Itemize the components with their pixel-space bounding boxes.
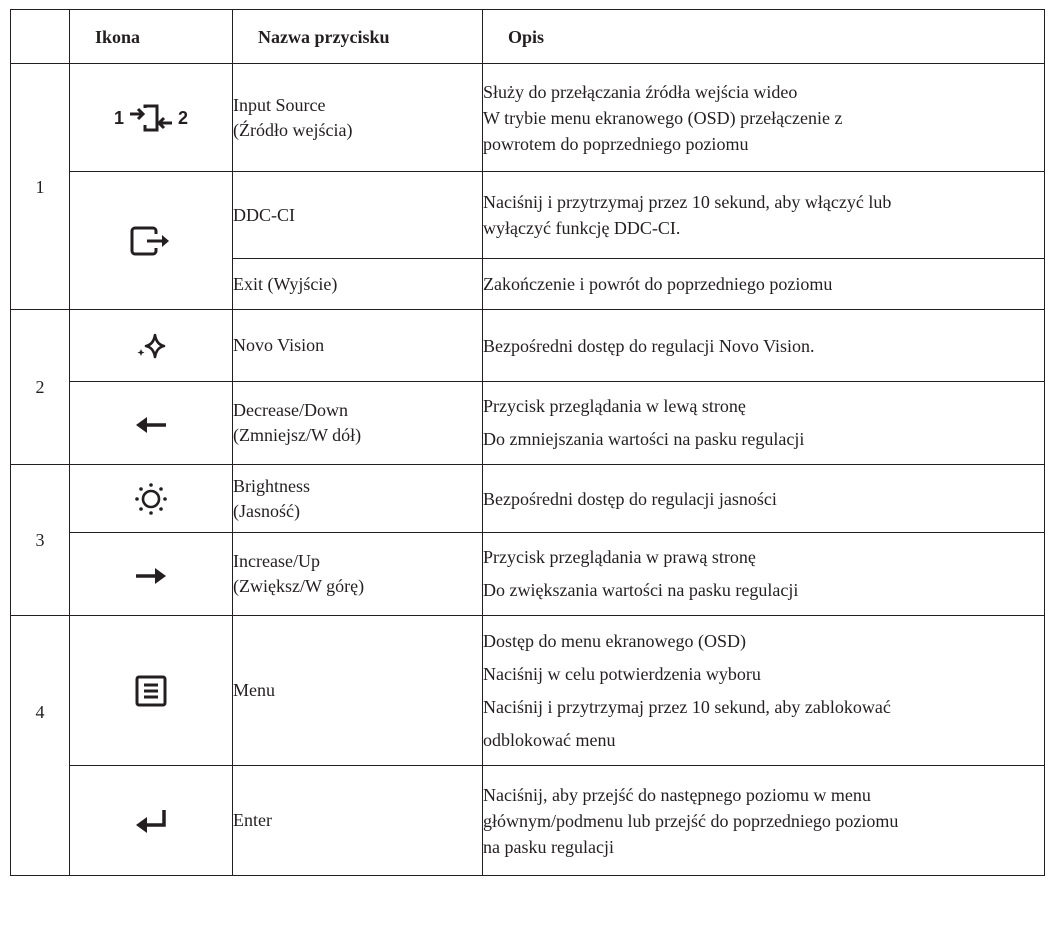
description-line: odblokować menu — [483, 729, 616, 750]
button-name-line: Increase/Up — [233, 551, 320, 571]
description-line: Dostęp do menu ekranowego (OSD) — [483, 630, 746, 651]
description-line: Zakończenie i powrót do poprzedniego poziomu — [483, 274, 833, 294]
icon-cell — [70, 64, 233, 172]
arrow-left-icon — [134, 414, 168, 436]
button-name — [233, 64, 483, 172]
input-source-icon — [114, 104, 188, 132]
description-line: Do zwiększania wartości na pasku regulacji — [483, 580, 799, 600]
exit-icon — [129, 226, 173, 256]
description-line: Naciśnij, aby przejść do następnego poziomu w menu — [483, 784, 871, 805]
description-line: na pasku regulacji — [483, 836, 614, 857]
description-line: powrotem do poprzedniego poziomu — [483, 133, 749, 154]
novo-vision-icon — [135, 332, 167, 360]
button-name — [233, 259, 483, 310]
table-row — [11, 64, 1045, 172]
description-line: Przycisk przeglądania w prawą stronę — [483, 547, 756, 567]
group-number: 4 — [11, 616, 70, 876]
button-name — [233, 172, 483, 259]
brightness-icon — [133, 481, 169, 517]
header-description: Opis — [483, 10, 1045, 64]
button-name-line: (Źródło wejścia) — [233, 119, 353, 140]
button-reference-table — [10, 9, 1045, 876]
description-line: W trybie menu ekranowego (OSD) przełączenie z — [483, 107, 843, 128]
header-icon: Ikona — [70, 10, 233, 64]
enter-icon — [134, 808, 168, 834]
icon-cell — [70, 172, 233, 310]
arrow-right-icon — [134, 565, 168, 587]
button-description — [483, 172, 1045, 259]
input-source-label-1: 1 — [113, 107, 124, 128]
description-line: Bezpośredni dostęp do regulacji jasności — [483, 488, 777, 509]
icon-cell — [70, 766, 233, 876]
group-number: 1 — [11, 64, 70, 310]
table-row — [11, 533, 1045, 616]
button-name-line: (Jasność) — [233, 500, 300, 521]
button-description — [483, 310, 1045, 382]
icon-cell — [70, 310, 233, 382]
button-name — [233, 533, 483, 616]
button-name — [233, 465, 483, 533]
description-line: Naciśnij i przytrzymaj przez 10 sekund, aby zablokować — [483, 696, 891, 717]
description-line: Naciśnij w celu potwierdzenia wyboru — [483, 663, 761, 684]
button-name-line: DDC-CI — [233, 204, 295, 225]
button-name-line: Menu — [233, 680, 275, 700]
button-name-line: (Zwiększ/W górę) — [233, 576, 365, 596]
table-row — [11, 766, 1045, 876]
icon-cell — [70, 533, 233, 616]
button-description — [483, 533, 1045, 616]
table-row — [11, 172, 1045, 259]
description-line: Do zmniejszania wartości na pasku regulacji — [483, 429, 805, 449]
description-line: głównym/podmenu lub przejść do poprzedniego poziomu — [483, 810, 899, 831]
button-description — [483, 259, 1045, 310]
table-row — [11, 382, 1045, 465]
table-row — [11, 465, 1045, 533]
button-name-line: Brightness — [233, 475, 311, 496]
table-row — [11, 616, 1045, 766]
table-header-row — [11, 10, 1045, 64]
button-description — [483, 382, 1045, 465]
header-number — [11, 10, 70, 64]
description-line: Naciśnij i przytrzymaj przez 10 sekund, aby włączyć lub — [483, 192, 892, 212]
button-description — [483, 64, 1045, 172]
button-name-line: Exit (Wyjście) — [233, 273, 338, 294]
button-name-line: Enter — [233, 810, 272, 830]
description-line: Przycisk przeglądania w lewą stronę — [483, 396, 746, 416]
description-line: Służy do przełączania źródła wejścia wideo — [483, 81, 798, 102]
button-description — [483, 766, 1045, 876]
button-name-line: (Zmniejsz/W dół) — [233, 425, 362, 445]
input-source-label-2: 2 — [178, 107, 189, 128]
button-description — [483, 616, 1045, 766]
description-line: wyłączyć funkcję DDC-CI. — [483, 218, 681, 238]
group-number: 3 — [11, 465, 70, 616]
description-line: Bezpośredni dostęp do regulacji Novo Vision. — [483, 335, 815, 356]
button-name — [233, 310, 483, 382]
button-name-line: Decrease/Down — [233, 400, 348, 420]
header-name: Nazwa przycisku — [233, 10, 483, 64]
button-name-line: Input Source — [233, 94, 326, 115]
button-name — [233, 616, 483, 766]
table-row — [11, 310, 1045, 382]
button-description — [483, 465, 1045, 533]
menu-icon — [135, 675, 167, 707]
group-number: 2 — [11, 310, 70, 465]
button-name-line: Novo Vision — [233, 335, 325, 355]
icon-cell — [70, 465, 233, 533]
button-name — [233, 382, 483, 465]
button-name — [233, 766, 483, 876]
icon-cell — [70, 382, 233, 465]
icon-cell — [70, 616, 233, 766]
